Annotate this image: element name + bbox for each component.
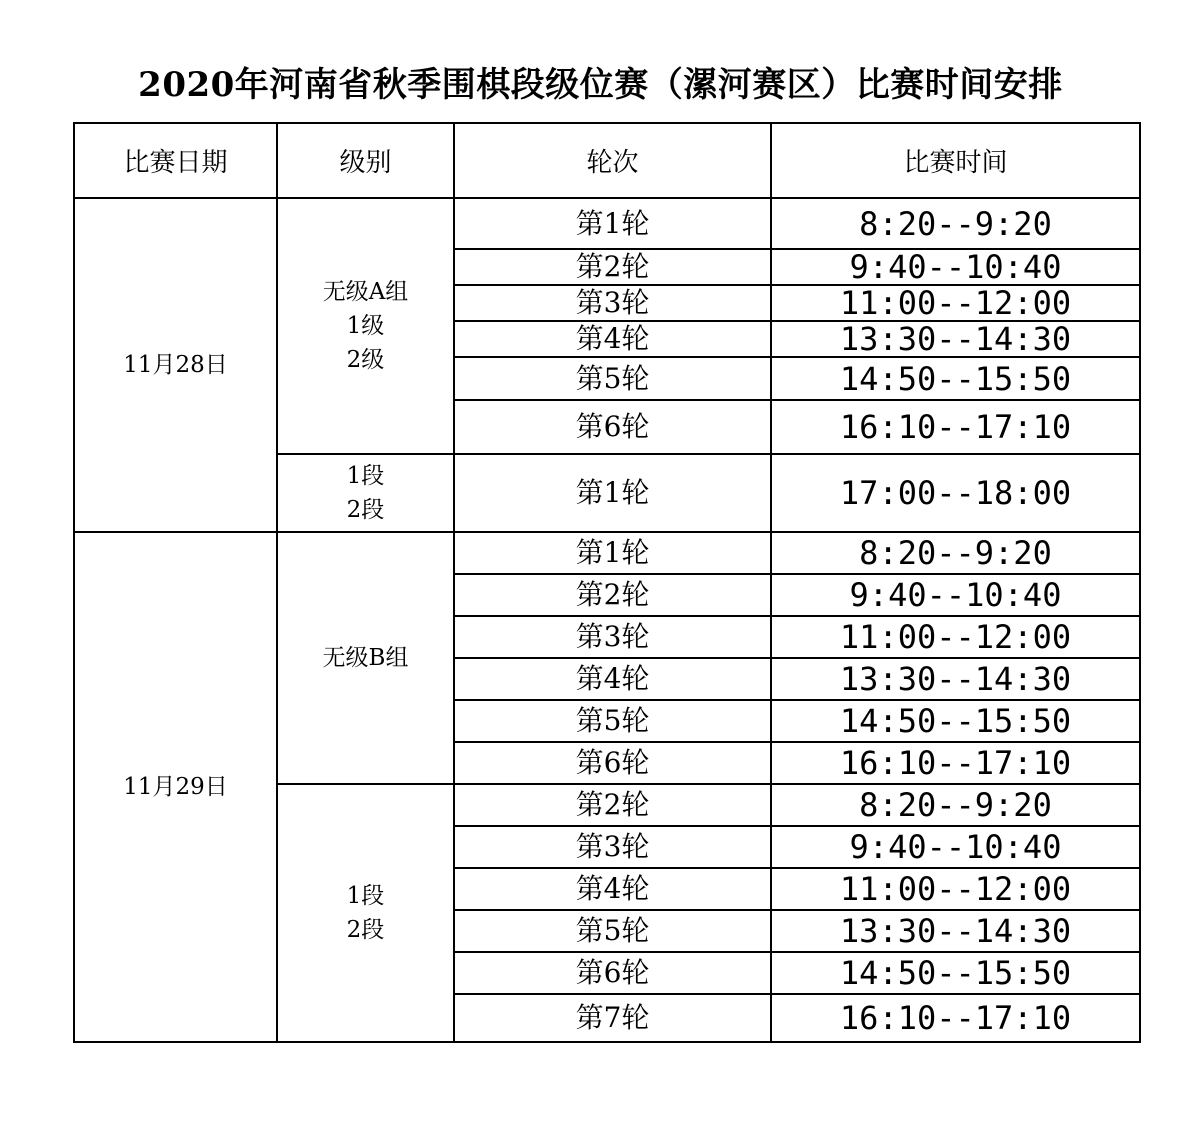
- time-cell: 8:20--9:20: [771, 532, 1140, 574]
- time-cell: 16:10--17:10: [771, 994, 1140, 1042]
- table-row: [74, 198, 1140, 249]
- level-cell: [277, 784, 454, 1042]
- time-cell: 9:40--10:40: [771, 826, 1140, 868]
- time-cell: 11:00--12:00: [771, 616, 1140, 658]
- round-cell: 第3轮: [454, 616, 771, 658]
- level-cell: [277, 532, 454, 784]
- time-cell: 11:00--12:00: [771, 285, 1140, 321]
- level-cell: [277, 198, 454, 454]
- round-cell: 第5轮: [454, 357, 771, 400]
- time-cell: 9:40--10:40: [771, 249, 1140, 285]
- time-cell: 13:30--14:30: [771, 910, 1140, 952]
- round-cell: 第7轮: [454, 994, 771, 1042]
- page-title: 2020年河南省秋季围棋段级位赛（漯河赛区）比赛时间安排: [138, 65, 1063, 105]
- round-cell: 第4轮: [454, 658, 771, 700]
- round-cell: 第2轮: [454, 784, 771, 826]
- time-cell: 13:30--14:30: [771, 321, 1140, 357]
- level-cell: [277, 454, 454, 532]
- time-cell: 17:00--18:00: [771, 454, 1140, 532]
- round-cell: 第2轮: [454, 574, 771, 616]
- round-cell: 第3轮: [454, 826, 771, 868]
- level-label: 2段: [346, 917, 385, 943]
- time-cell: 14:50--15:50: [771, 700, 1140, 742]
- header-date: 比赛日期: [74, 123, 277, 198]
- time-cell: 8:20--9:20: [771, 784, 1140, 826]
- time-cell: 16:10--17:10: [771, 400, 1140, 454]
- time-cell: 16:10--17:10: [771, 742, 1140, 784]
- table-row: [74, 532, 1140, 574]
- level-label: 2级: [346, 347, 385, 373]
- time-cell: 11:00--12:00: [771, 868, 1140, 910]
- level-label: 2段: [346, 497, 385, 523]
- header-time: 比赛时间: [771, 123, 1140, 198]
- round-cell: 第5轮: [454, 910, 771, 952]
- header-row: [74, 123, 1140, 198]
- round-cell: 第6轮: [454, 400, 771, 454]
- round-cell: 第4轮: [454, 868, 771, 910]
- level-label: 1段: [346, 883, 385, 909]
- round-cell: 第6轮: [454, 952, 771, 994]
- round-cell: 第1轮: [454, 532, 771, 574]
- date-cell: 11月28日: [74, 198, 277, 532]
- time-cell: 14:50--15:50: [771, 357, 1140, 400]
- level-label: 1段: [346, 463, 385, 489]
- round-cell: 第3轮: [454, 285, 771, 321]
- round-cell: 第1轮: [454, 198, 771, 249]
- header-level: 级别: [277, 123, 454, 198]
- schedule-table: [73, 122, 1141, 1043]
- round-cell: 第2轮: [454, 249, 771, 285]
- round-cell: 第5轮: [454, 700, 771, 742]
- round-cell: 第6轮: [454, 742, 771, 784]
- time-cell: 8:20--9:20: [771, 198, 1140, 249]
- header-round: 轮次: [454, 123, 771, 198]
- round-cell: 第4轮: [454, 321, 771, 357]
- schedule-body: [74, 198, 1140, 1042]
- date-cell: 11月29日: [74, 532, 277, 1042]
- round-cell: 第1轮: [454, 454, 771, 532]
- time-cell: 13:30--14:30: [771, 658, 1140, 700]
- level-label: 无级A组: [322, 279, 409, 305]
- time-cell: 9:40--10:40: [771, 574, 1140, 616]
- level-label: 无级B组: [322, 645, 409, 671]
- level-label: 1级: [346, 313, 385, 339]
- time-cell: 14:50--15:50: [771, 952, 1140, 994]
